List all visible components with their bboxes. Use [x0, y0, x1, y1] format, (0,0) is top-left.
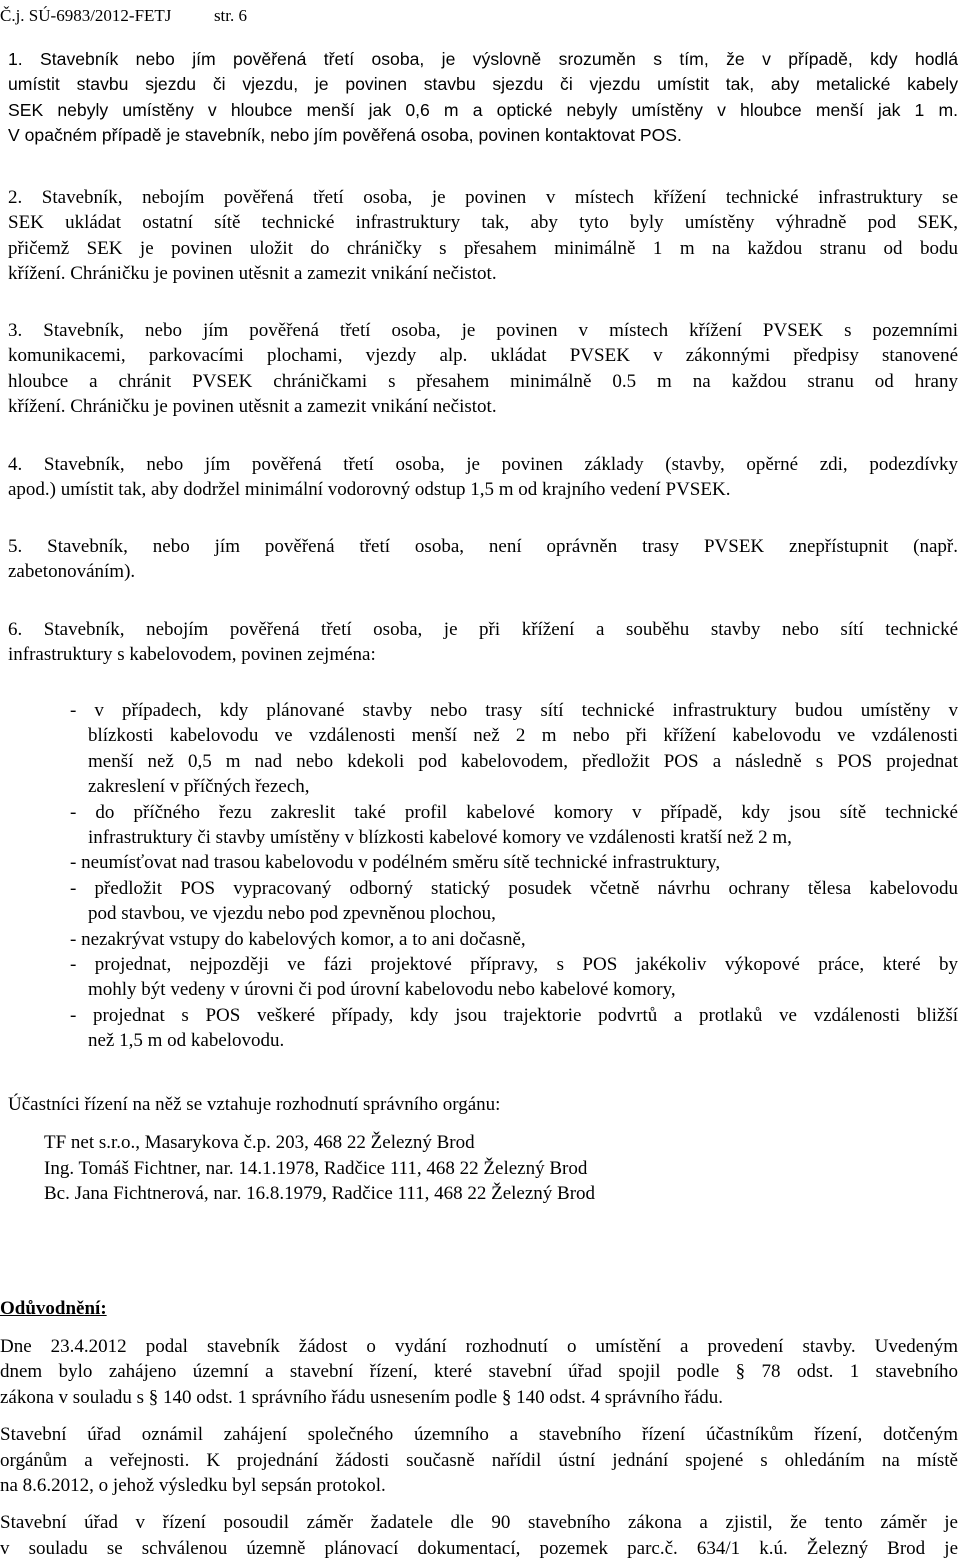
text-line: 5. Stavebník, nebo jím pověřená třetí osoba, není oprávněn trasy PVSEK znepřístupnit (např. [8, 536, 958, 557]
text-line: 4. Stavebník, nebo jím pověřená třetí osoba, je povinen základy (stavby, opěrné zdi, podezdívky [8, 454, 958, 475]
text-line: orgánům a veřejnosti. K projednání žádosti současně nařídil ústní jednání spojené s ohledáním na místě [0, 1449, 958, 1471]
text-line: na 8.6.2012, o jehož výsledku byl sepsán protokol. [0, 1474, 386, 1496]
text-line: v souladu se schválenou územně plánovací dokumentací, pozemek parc.č. 634/1 k.ú. Železný Brod je [0, 1537, 958, 1559]
text-line: zákona v souladu s § 140 odst. 1 správního řádu usnesením podle § 140 odst. 4 správního řádu. [0, 1386, 723, 1408]
text-line: SEK ukládat ostatní sítě technické infrastruktury tak, aby tyto byly umístěny výhradně pod SEK, [8, 212, 958, 234]
text-line: Stavební úřad v řízení posoudil záměr žadatele dle 90 stavebního zákona a zjistil, že tento záměr je [0, 1512, 958, 1534]
paragraph-5 [8, 534, 958, 585]
participants-section [8, 1092, 958, 1207]
list-item-continuation: mohly být vedeny v úrovni či pod úrovní kabelovodu nebo kabelové komory, [88, 979, 676, 1001]
list-item-continuation: infrastruktury či stavby umístěny v blízkosti kabelové komory ve vzdálenosti kratší než 2 m, [88, 826, 792, 848]
list-item-continuation: pod stavbou, ve vjezdu nebo pod zpevněnou plochou, [88, 903, 496, 925]
text-line: SEK nebyly umístěny v hloubce menší jak 0,6 m a optické nebyly umístěny v hloubce menší jak 1 m. [8, 99, 958, 120]
list-item: - v případech, kdy plánované stavby nebo trasy sítí technické infrastruktury budou umístěny v [70, 700, 958, 721]
text-line: komunikacemi, parkovacími plochami, vjezdy alp. ukládat PVSEK v zákonnými předpisy stanovené [8, 345, 958, 367]
text-line: apod.) umístit tak, aby dodržel minimální vodorovný odstup 1,5 m od krajního vedení PVSEK. [8, 479, 731, 501]
text-line: křížení. Chráničku je povinen utěsnit a zamezit vnikání nečistot. [8, 263, 497, 285]
list-item-continuation: menší než 0,5 m nad nebo kdekoli pod kabelovodem, předložit POS a následně s POS projednat [88, 750, 958, 772]
list-item: - projednat, nejpozději ve fázi projektové přípravy, s POS jakékoliv výkopové práce, které by [70, 953, 958, 975]
page-number: str. 6 [213, 6, 247, 25]
participant-entry: TF net s.r.o., Masarykova č.p. 203, 468 22 Železný Brod [44, 1132, 475, 1154]
paragraph-6 [8, 617, 958, 668]
text-line: přičemž SEK je povinen uložit do chráničky s přesahem minimálně 1 m na každou stranu od bodu [8, 237, 958, 259]
list-item-continuation: než 1,5 m od kabelovodu. [88, 1030, 285, 1052]
text-line: hloubce a chránit PVSEK chráničkami s přesahem minimálně 0.5 m na každou stranu od hrany [8, 370, 958, 392]
participants-title: Účastníci řízení na něž se vztahuje rozhodnutí správního orgánu: [8, 1094, 501, 1115]
list-item: - předložit POS vypracovaný odborný statický posudek včetně návrhu ochrany tělesa kabelovodu [70, 877, 958, 899]
paragraph-4 [8, 452, 958, 503]
list-item: - nezakrývat vstupy do kabelových komor, a to ani dočasně, [70, 928, 526, 950]
participant-entry: Ing. Tomáš Fichtner, nar. 14.1.1978, Radčice 111, 468 22 Železný Brod [44, 1157, 588, 1179]
reasoning-heading: Odůvodnění: [0, 1298, 107, 1319]
participant-entry: Bc. Jana Fichtnerová, nar. 16.8.1979, Radčice 111, 468 22 Železný Brod [44, 1183, 596, 1205]
list-item: - projednat s POS veškeré případy, kdy jsou trajektorie podvrtů a protlaků ve vzdálenosti bližší [70, 1004, 958, 1026]
paragraph-2 [8, 185, 958, 287]
list-item-continuation: blízkosti kabelovodu ve vzdálenosti menší než 2 m nebo při křížení kabelovodu ve vzdálenosti [88, 725, 958, 747]
text-line: infrastruktury s kabelovodem, povinen zejména: [8, 644, 376, 666]
text-line: umístit stavbu sjezdu či vjezdu, je povinen stavbu sjezdu či vjezdu umístit tak, aby metalické kabely [8, 74, 958, 95]
text-line: křížení. Chráničku je povinen utěsnit a zamezit vnikání nečistot. [8, 396, 497, 418]
list-item: - do příčného řezu zakreslit také profil kabelové komory v případě, kdy jsou sítě technické [70, 801, 958, 823]
text-line: 6. Stavebník, nebojím pověřená třetí osoba, je při křížení a souběhu stavby nebo sítí technické [8, 619, 958, 640]
paragraph-3 [8, 318, 958, 420]
text-line: Stavební úřad oznámil zahájení společného územního a stavebního řízení účastníkům řízení, dotčeným [0, 1424, 958, 1446]
list-item-continuation: zakreslení v příčných řezech, [88, 776, 310, 798]
list-item: - neumísťovat nad trasou kabelovodu v podélném směru sítě technické infrastruktury, [70, 852, 721, 874]
page-header [0, 6, 247, 26]
text-line: zabetonováním). [8, 561, 136, 583]
reference-number: Č.j. SÚ-6983/2012-FETJ [0, 6, 172, 25]
reasoning-body [0, 1334, 958, 1561]
text-line: 1. Stavebník nebo jím pověřená třetí osoba, je výslovně srozuměn s tím, že v případě, kdy hodlá [8, 49, 958, 69]
paragraph-1 [8, 47, 958, 149]
text-line: dnem bylo zahájeno územní a stavební řízení, které stavební úřad spojil podle § 78 odst. 1 stavebního [0, 1361, 958, 1383]
text-line: 2. Stavebník, nebojím pověřená třetí osoba, je povinen v místech křížení technické infrastruktury se [8, 187, 958, 208]
text-line: V opačném případě je stavebník, nebo jím pověřená osoba, povinen kontaktovat POS. [8, 125, 682, 146]
obligations-list [70, 698, 958, 1053]
text-line: Dne 23.4.2012 podal stavebník žádost o vydání rozhodnutí o umístění a provedení stavby. Uvedeným [0, 1336, 958, 1357]
text-line: 3. Stavebník, nebo jím pověřená třetí osoba, je povinen v místech křížení PVSEK s pozemními [8, 320, 958, 341]
